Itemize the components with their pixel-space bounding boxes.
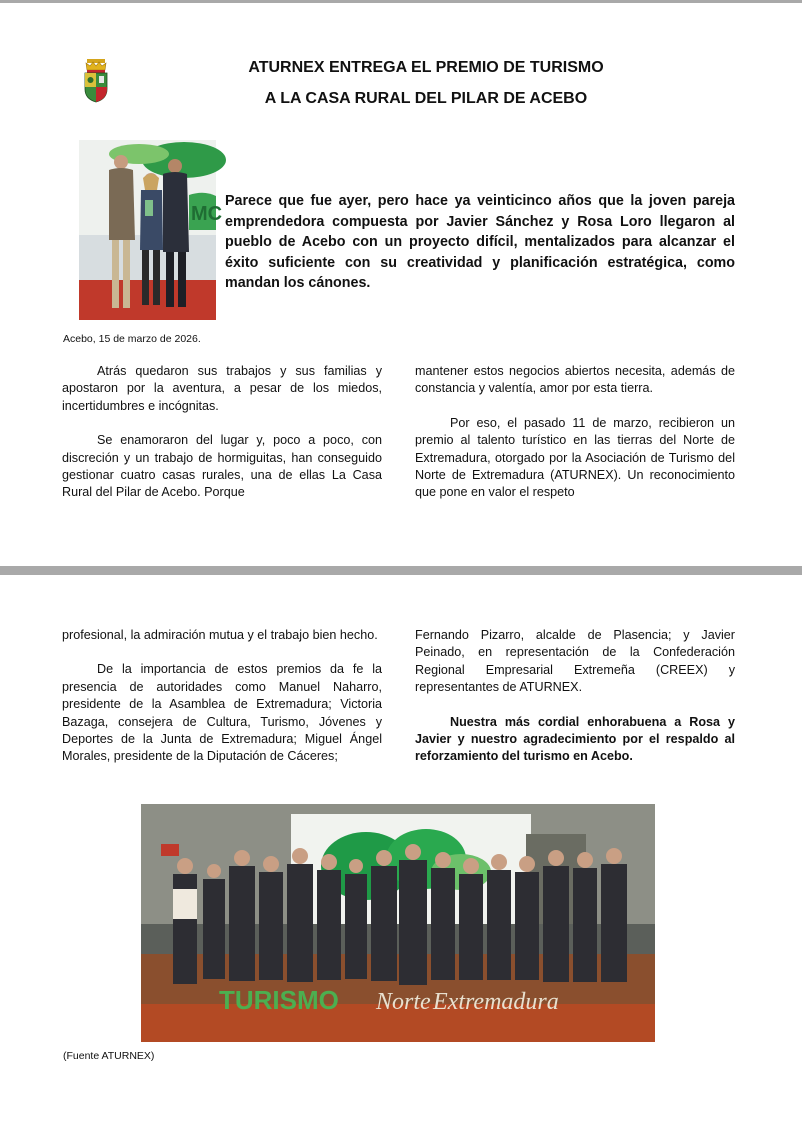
banner-text-turismo: TURISMO xyxy=(219,985,339,1015)
paragraph: Se enamoraron del lugar y, poco a poco, con discreción y un trabajo de hormiguitas, han conseguido gestionar cuatro casas rurales, una de ellas La Casa Rural del Pilar de Acebo. Porque xyxy=(62,433,382,500)
svg-text:MC: MC xyxy=(191,203,223,225)
people-silhouettes xyxy=(173,844,627,985)
closing-paragraph: Nuestra más cordial enhorabuena a Rosa y Javier y nuestro agradecimiento por el respaldo al reforzamiento del turismo en Acebo. xyxy=(415,714,735,764)
article-title-line-1: ATURNEX ENTREGA EL PREMIO DE TURISMO xyxy=(248,59,604,76)
page2-left-column xyxy=(62,627,382,766)
photo-credit: (Fuente ATURNEX) xyxy=(63,1050,155,1062)
article-title-line-2: A LA CASA RURAL DEL PILAR DE ACEBO xyxy=(264,90,588,107)
page1-left-column xyxy=(62,363,382,502)
banner-text-extremadura: Extremadura xyxy=(433,989,559,1015)
document-page-2 xyxy=(0,575,802,1126)
award-ceremony-photo xyxy=(79,140,223,320)
coat-of-arms-icon xyxy=(82,57,110,105)
page1-right-column xyxy=(415,363,735,502)
group-photo xyxy=(141,804,655,1042)
paragraph: Fernando Pizarro, alcalde de Plasencia; y Javier Peinado, en representación de la Confederación Regional Empresarial Extremeña (CREEX) y representantes de ATURNEX. xyxy=(415,628,735,695)
article-lead: Parece que fue ayer, pero hace ya veinticinco años que la joven pareja emprendedora compuesta por Javier Sánchez y Rosa Loro llegaron al pueblo de Acebo con un proyecto difícil, mentalizados para alcanzar el éxito suficiente con su creatividad y planificación estratégica, como mandan los cánones. xyxy=(225,193,735,292)
document-page-1 xyxy=(0,3,802,566)
dateline: Acebo, 15 de marzo de 2026. xyxy=(63,333,201,345)
paragraph: mantener estos negocios abiertos necesita, además de constancia y valentía, amor por esta tierra. xyxy=(415,364,735,396)
page2-right-column xyxy=(415,627,735,766)
paragraph: Atrás quedaron sus trabajos y sus familias y apostaron por la aventura, a pesar de los miedos, incertidumbres e incógnitas. xyxy=(62,364,382,413)
banner-text-norte: Norte xyxy=(376,989,431,1015)
paragraph: Por eso, el pasado 11 de marzo, recibieron un premio al talento turístico en las tierras del Norte de Extremadura, otorgado por la Asociación de Turismo del Norte de Extremadura (ATURNEX). Un reconocimiento que pone en valor el respeto xyxy=(415,415,735,500)
paragraph: profesional, la admiración mutua y el trabajo bien hecho. xyxy=(62,628,378,642)
paragraph: De la importancia de estos premios da fe la presencia de autoridades como Manuel Naharro, presidente de la Asamblea de Extremadura; Victoria Bazaga, consejera de Cultura, Turismo, Jóvenes y Deportes de la Junta de Extremadura; Miguel Ángel Morales, presidente de la Diputación de Cáceres; xyxy=(62,662,382,764)
